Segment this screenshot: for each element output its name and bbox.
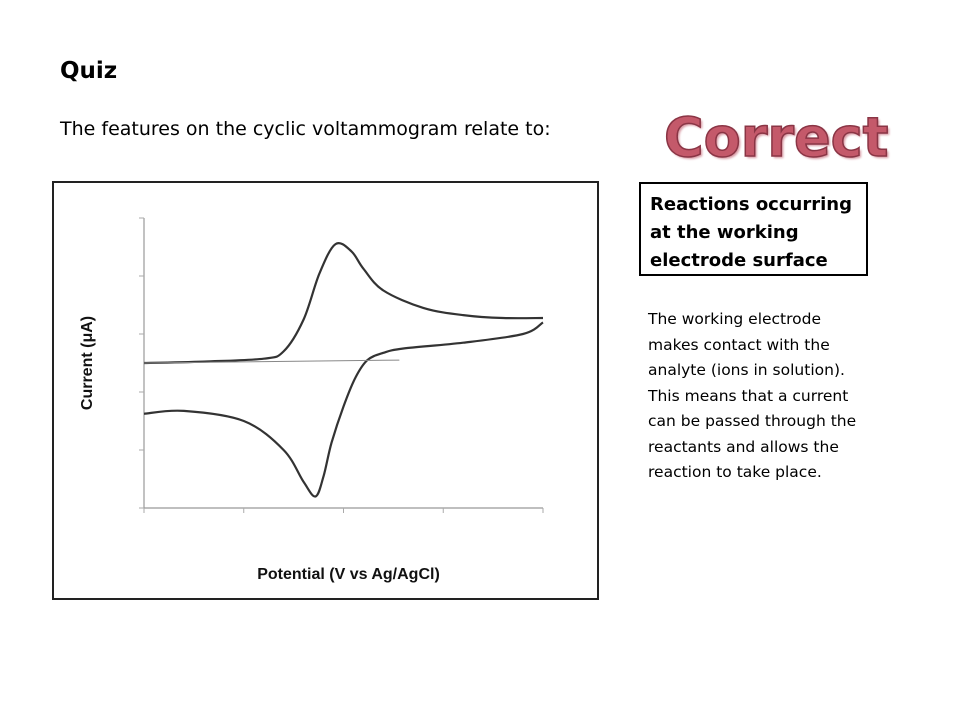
reverse-scan-line — [144, 322, 543, 496]
y-axis-label: Current (μA) — [79, 315, 96, 411]
forward-scan-line — [144, 243, 543, 363]
x-axis-label: Potential (V vs Ag/AgCl) — [257, 566, 440, 583]
answer-box: Reactions occurring at the working electrode surface — [639, 182, 868, 276]
voltammogram-chart — [54, 183, 597, 598]
question-text: The features on the cyclic voltammogram relate to: — [60, 118, 551, 140]
result-text: Correct — [664, 106, 889, 169]
explanation-text: The working electrode makes contact with the analyte (ions in solution). This means that a current can be passed through the reactants and allows the reaction to take place. — [648, 310, 857, 481]
voltammogram-figure — [52, 181, 599, 600]
quiz-title: Quiz — [60, 58, 118, 84]
